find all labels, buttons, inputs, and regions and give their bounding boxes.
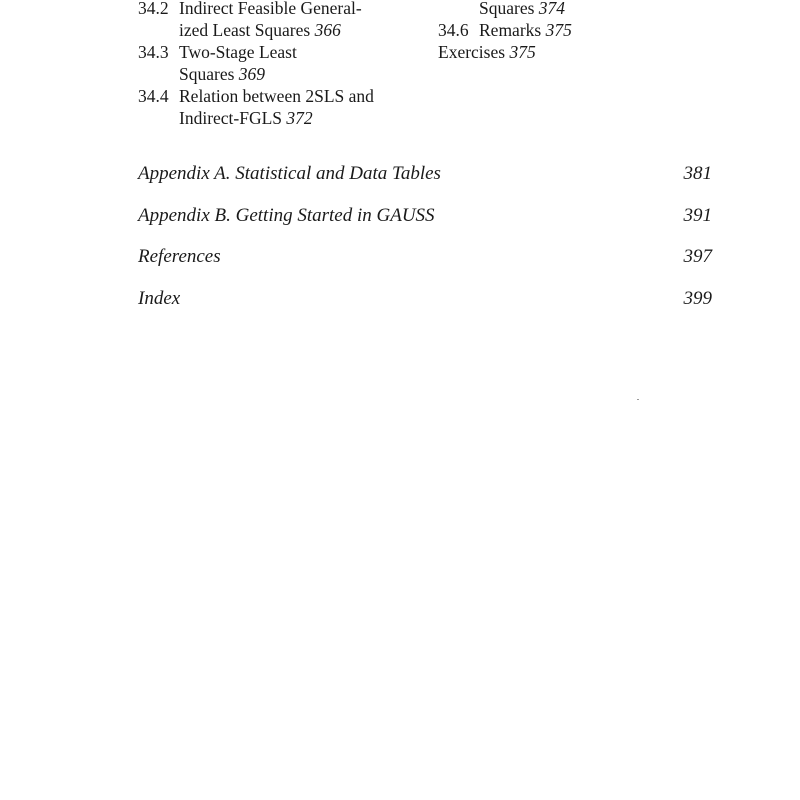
- section-page-number: 375: [545, 20, 572, 40]
- section-title-line-1: Relation between 2SLS and: [179, 86, 374, 106]
- toc-entry-exercises: [438, 41, 658, 63]
- section-number: 34.6: [438, 20, 469, 40]
- entry-page-number: 381: [683, 163, 712, 184]
- entry-page-number: 391: [683, 204, 712, 226]
- section-number: 34.4: [138, 86, 169, 106]
- section-page-number: 372: [286, 108, 313, 128]
- toc-entry-34-2: [138, 0, 428, 41]
- toc-entry-34-3: [138, 41, 428, 85]
- toc-entry-34-4: [138, 85, 428, 129]
- section-number: 34.3: [138, 42, 169, 62]
- back-matter-list: [138, 162, 712, 328]
- entry-title: Appendix B. Getting Started in GAUSS: [138, 204, 435, 226]
- section-title: Remarks: [479, 20, 542, 40]
- section-page-number: 374: [538, 0, 566, 18]
- section-title-line-2: ized Least Squares: [179, 20, 311, 40]
- entry-title: Appendix A. Statistical and Data Tables: [138, 163, 441, 184]
- section-title: Exercises: [438, 42, 506, 62]
- entry-page-number: 399: [683, 287, 712, 309]
- section-page-number: 369: [238, 64, 266, 84]
- toc-entry-34-5-continued: [438, 0, 658, 19]
- section-title-continued: Squares: [479, 0, 535, 18]
- entry-title: References: [138, 246, 221, 267]
- section-title-line-2: Squares: [179, 64, 235, 84]
- section-page-number: 366: [314, 20, 341, 40]
- section-number: 34.2: [138, 0, 169, 18]
- toc-right-column: [438, 0, 658, 63]
- section-page-number: 375: [509, 42, 536, 62]
- scan-speck: [637, 399, 639, 400]
- section-title-line-1: Indirect Feasible General-: [179, 0, 362, 18]
- toc-entry-index: [138, 287, 712, 329]
- section-title-line-2: Indirect-FGLS: [179, 108, 283, 128]
- toc-entry-references: [138, 245, 712, 287]
- toc-entry-appendix-b: [138, 204, 712, 246]
- toc-entry-34-6: [438, 19, 658, 41]
- entry-page-number: 397: [683, 246, 712, 267]
- toc-entry-appendix-a: [138, 162, 712, 204]
- toc-left-column: [138, 0, 428, 129]
- entry-title: Index: [138, 287, 181, 309]
- section-title-line-1: Two-Stage Least: [179, 42, 297, 62]
